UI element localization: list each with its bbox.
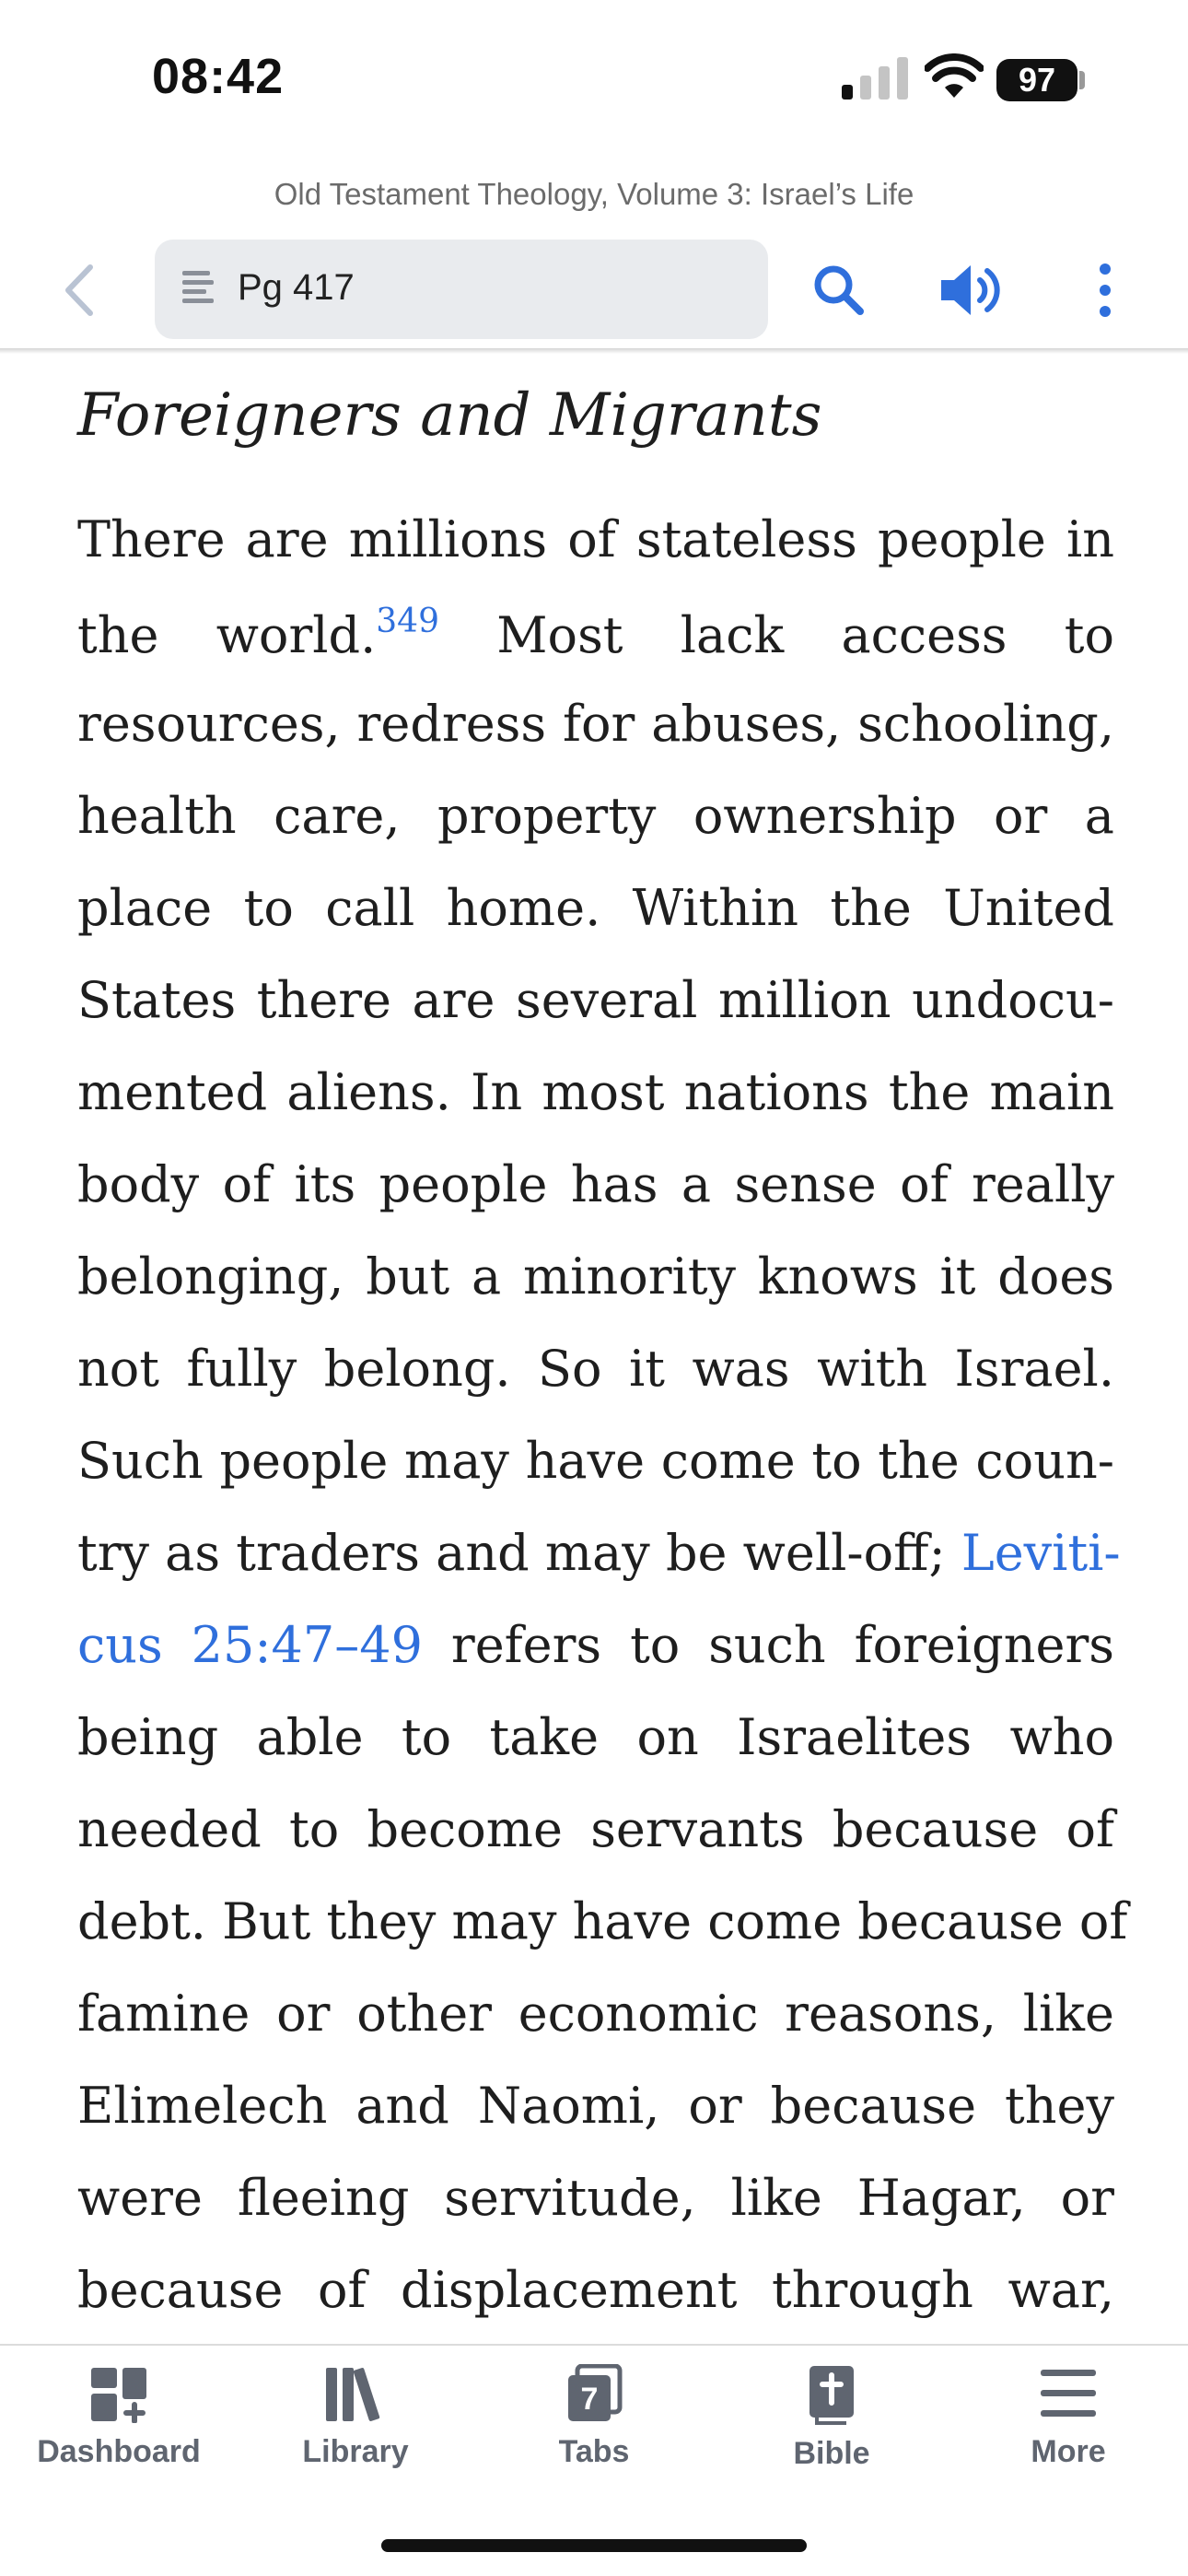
status-bar xyxy=(0,0,1188,138)
scripture-link[interactable]: cus 25:47–49 xyxy=(77,1616,423,1674)
text-line: resources, redress for abuses, schooling, xyxy=(77,695,1114,753)
battery-indicator: 97 xyxy=(996,59,1077,101)
reader-toolbar xyxy=(0,238,1188,348)
text-line: belonging, but a minority knows it does xyxy=(77,1247,1114,1306)
tab-label: Tabs xyxy=(558,2434,630,2469)
text-line: place to call home. Within the United xyxy=(77,879,1114,937)
speaker-icon[interactable] xyxy=(938,262,1006,319)
page-label: Pg 417 xyxy=(238,267,355,308)
scripture-link[interactable]: Leviti- xyxy=(961,1524,1121,1582)
section-heading: Foreigners and Migrants xyxy=(77,381,822,450)
text-line: famine or other economic reasons, like xyxy=(77,1985,1114,2043)
cellular-signal-icon xyxy=(840,57,908,100)
tab-label: More xyxy=(1031,2434,1106,2469)
chevron-left-icon[interactable] xyxy=(55,258,101,322)
book-title[interactable]: Old Testament Theology, Volume 3: Israel’s Life xyxy=(274,177,914,211)
text-line: not fully belong. So it was with Israel. xyxy=(77,1340,1114,1398)
text-fragment: Most lack access to xyxy=(496,606,1114,664)
text-line: States there are several million undocu- xyxy=(77,971,1114,1029)
wifi-icon xyxy=(925,53,984,100)
dashboard-icon xyxy=(89,2364,148,2423)
text-line: because of displacement through war, xyxy=(77,2261,1114,2319)
footnote-link[interactable]: 349 xyxy=(376,603,439,640)
reading-pane[interactable] xyxy=(0,354,1188,2344)
text-line: health care, property ownership or a xyxy=(77,787,1114,845)
text-line xyxy=(77,1524,1121,1616)
tab-dashboard[interactable] xyxy=(27,2364,211,2502)
text-fragment: refers to such foreigners xyxy=(450,1616,1114,1674)
tab-more[interactable] xyxy=(976,2364,1160,2502)
text-line: There are millions of stateless people in xyxy=(77,510,1114,568)
search-icon[interactable] xyxy=(810,262,868,319)
tab-tabs[interactable] xyxy=(502,2364,686,2502)
text-fragment: the world. xyxy=(77,606,377,664)
text-line xyxy=(77,603,1114,695)
tab-label: Dashboard xyxy=(37,2434,201,2469)
tab-label: Library xyxy=(302,2434,409,2469)
library-icon xyxy=(324,2364,387,2423)
text-line: needed to become servants because of xyxy=(77,1800,1114,1858)
tab-label: Bible xyxy=(793,2436,870,2471)
battery-nub xyxy=(1079,71,1085,89)
text-line: Such people may have come to the coun- xyxy=(77,1432,1114,1490)
text-line: were fleeing servitude, like Hagar, or xyxy=(77,2169,1114,2227)
tab-bible[interactable] xyxy=(740,2364,924,2502)
toc-icon xyxy=(182,269,217,310)
home-indicator[interactable] xyxy=(381,2539,807,2552)
tabs-count: 7 xyxy=(580,2382,599,2417)
text-line: body of its people has a sense of really xyxy=(77,1155,1114,1213)
more-vertical-icon[interactable] xyxy=(1087,258,1124,322)
text-line: being able to take on Israelites who xyxy=(77,1708,1114,1766)
text-fragment: try as traders and may be well-off; xyxy=(77,1524,946,1582)
text-line: Elimelech and Naomi, or because they xyxy=(77,2077,1114,2135)
status-time: 08:42 xyxy=(152,49,285,104)
menu-icon xyxy=(1039,2364,1098,2423)
text-line xyxy=(77,1616,1114,1708)
tab-library[interactable] xyxy=(263,2364,448,2502)
text-line: debt. But they may have come because of xyxy=(77,1892,1128,1950)
tabs-icon xyxy=(565,2364,623,2423)
text-line: mented aliens. In most nations the main xyxy=(77,1063,1114,1121)
page-navigation-field[interactable] xyxy=(155,240,768,339)
bible-icon xyxy=(806,2364,857,2425)
